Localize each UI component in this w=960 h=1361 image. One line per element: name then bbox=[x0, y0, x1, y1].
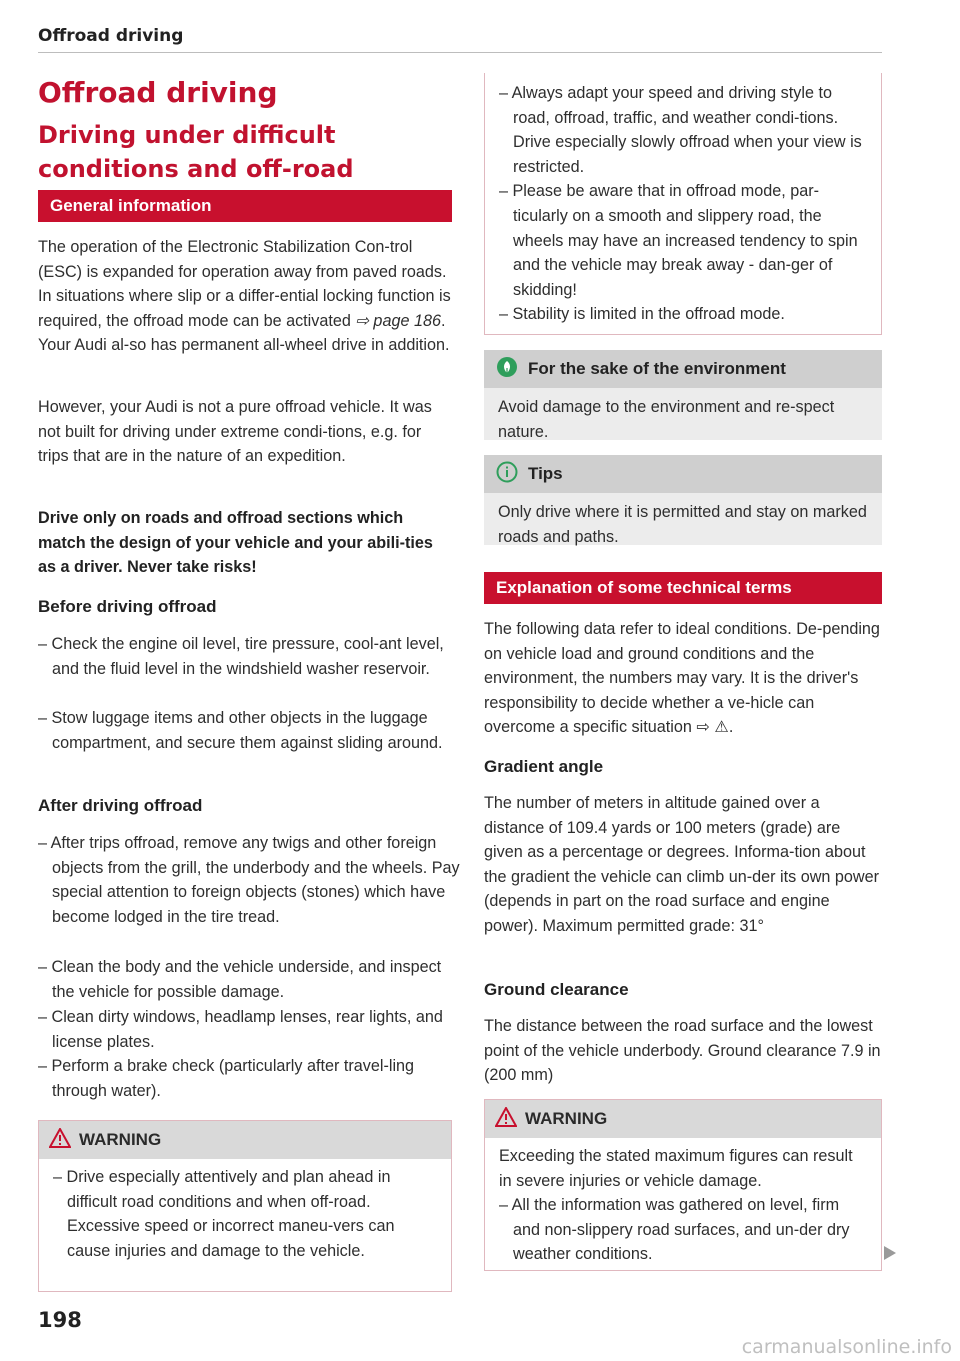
warning-triangle-icon bbox=[49, 1128, 71, 1153]
running-header: Offroad driving bbox=[38, 26, 184, 46]
section-title: Driving under difficult conditions and off-road bbox=[38, 121, 354, 183]
warning-text: Exceeding the stated maximum figures can result in severe injuries or vehicle damage. bbox=[499, 1147, 853, 1190]
list-item: – Perform a brake check (particularly after travel-ling through water). bbox=[38, 1057, 415, 1100]
heading-after-driving: After driving offroad bbox=[38, 796, 203, 815]
continue-arrow-icon bbox=[884, 1246, 896, 1260]
environment-header bbox=[484, 350, 882, 388]
environment-note bbox=[484, 350, 882, 440]
warning-box bbox=[38, 1120, 452, 1292]
list-item: – Please be aware that in offroad mode, par-ticularly on a smooth and slippery road, the wheels may have an increased tendency to spin and the vehicle may break away - dan-ger of skidding! bbox=[499, 182, 858, 299]
list-item: – Stability is limited in the offroad mode. bbox=[499, 305, 785, 324]
intro-text-a: The operation of the Electronic Stabilization Con-trol (ESC) is expanded for operation away from paved roads. In situations where slip or a differ-ential locking function is required, the offroad mode can be activated bbox=[38, 238, 451, 330]
heading-ground-clearance: Ground clearance bbox=[484, 980, 629, 999]
list-item: – Always adapt your speed and driving style to road, offroad, traffic, and weather condi-tions. Drive especially slowly offroad when your view is restricted. bbox=[499, 84, 862, 176]
environment-title: For the sake of the environment bbox=[528, 359, 786, 378]
intro-paragraph bbox=[38, 235, 452, 358]
technical-intro: The following data refer to ideal conditions. De-pending on vehicle load and ground conditions and the environment, the numbers may vary. It is the driver's responsibility to decide whether a ve-hicle can overcome a specific situation ⇨ ⚠. bbox=[484, 620, 880, 737]
tips-title: Tips bbox=[528, 464, 563, 483]
list-item: – All the information was gathered on level, firm and non-slippery road surfaces, and un-der dry weather conditions. bbox=[499, 1196, 850, 1264]
heading-before-driving: Before driving offroad bbox=[38, 597, 217, 616]
section-band-technical-terms: Explanation of some technical terms bbox=[484, 572, 882, 604]
environment-text: Avoid damage to the environment and re-spect nature. bbox=[498, 398, 835, 441]
paragraph-not-offroad: However, your Audi is not a pure offroad vehicle. It was not built for driving under extreme condi-tions, e.g. for trips that are in the nature of an expedition. bbox=[38, 398, 432, 466]
tips-header bbox=[484, 455, 882, 493]
leaf-icon bbox=[496, 356, 518, 383]
warning-box bbox=[484, 1099, 882, 1271]
page-reference-link[interactable]: ⇨ page 186 bbox=[355, 311, 441, 330]
list-item: – Stow luggage items and other objects in the luggage compartment, and secure them against sliding around. bbox=[38, 709, 443, 752]
warning-header bbox=[485, 1100, 881, 1138]
tips-note bbox=[484, 455, 882, 545]
list-item: – Clean dirty windows, headlamp lenses, rear lights, and license plates. bbox=[38, 1008, 443, 1051]
list-item: – Clean the body and the vehicle underside, and inspect the vehicle for possible damage. bbox=[38, 958, 442, 1001]
info-icon bbox=[496, 461, 518, 488]
warning-triangle-icon bbox=[495, 1107, 517, 1132]
watermark: carmanualsonline.info bbox=[741, 1336, 952, 1358]
paragraph-warning-bold: Drive only on roads and offroad sections which match the design of your vehicle and your abili-ties as a driver. Never take risks! bbox=[38, 509, 433, 577]
warning-header bbox=[39, 1121, 451, 1159]
list-item: – Drive especially attentively and plan ahead in difficult road conditions and when off-road. Excessive speed or incorrect maneu-vers can cause injuries and damage to the vehicle. bbox=[53, 1168, 395, 1260]
clearance-text: The distance between the road surface and the lowest point of the vehicle underbody. Ground clearance 7.9 in (200 mm) bbox=[484, 1017, 881, 1085]
section-band-general: General information bbox=[38, 190, 452, 222]
intro-text-b: . Your Audi al-so has permanent all-wheel drive in addition. bbox=[38, 311, 450, 355]
warning-box-continued bbox=[484, 73, 882, 335]
gradient-text: The number of meters in altitude gained over a distance of 109.4 yards or 100 meters (grade) are given as a percentage or degrees. Informa-tion about the gradient the vehicle can climb un-der its own power (depends in part on the road surface and engine power). Maximum permitted grade: 31° bbox=[484, 794, 880, 935]
page-number: 198 bbox=[38, 1308, 82, 1332]
list-item: – Check the engine oil level, tire pressure, cool-ant level, and the fluid level in the windshield washer reservoir. bbox=[38, 635, 444, 678]
header-divider bbox=[38, 52, 882, 53]
page-title: Offroad driving bbox=[38, 76, 278, 109]
tips-text: Only drive where it is permitted and stay on marked roads and paths. bbox=[498, 503, 867, 546]
warning-title: WARNING bbox=[525, 1109, 608, 1128]
heading-gradient-angle: Gradient angle bbox=[484, 757, 604, 776]
warning-title: WARNING bbox=[79, 1130, 162, 1149]
list-item: – After trips offroad, remove any twigs and other foreign objects from the grill, the underbody and the wheels. Pay special attention to foreign objects (stones) which have become lodged in the tire tread. bbox=[38, 834, 460, 926]
